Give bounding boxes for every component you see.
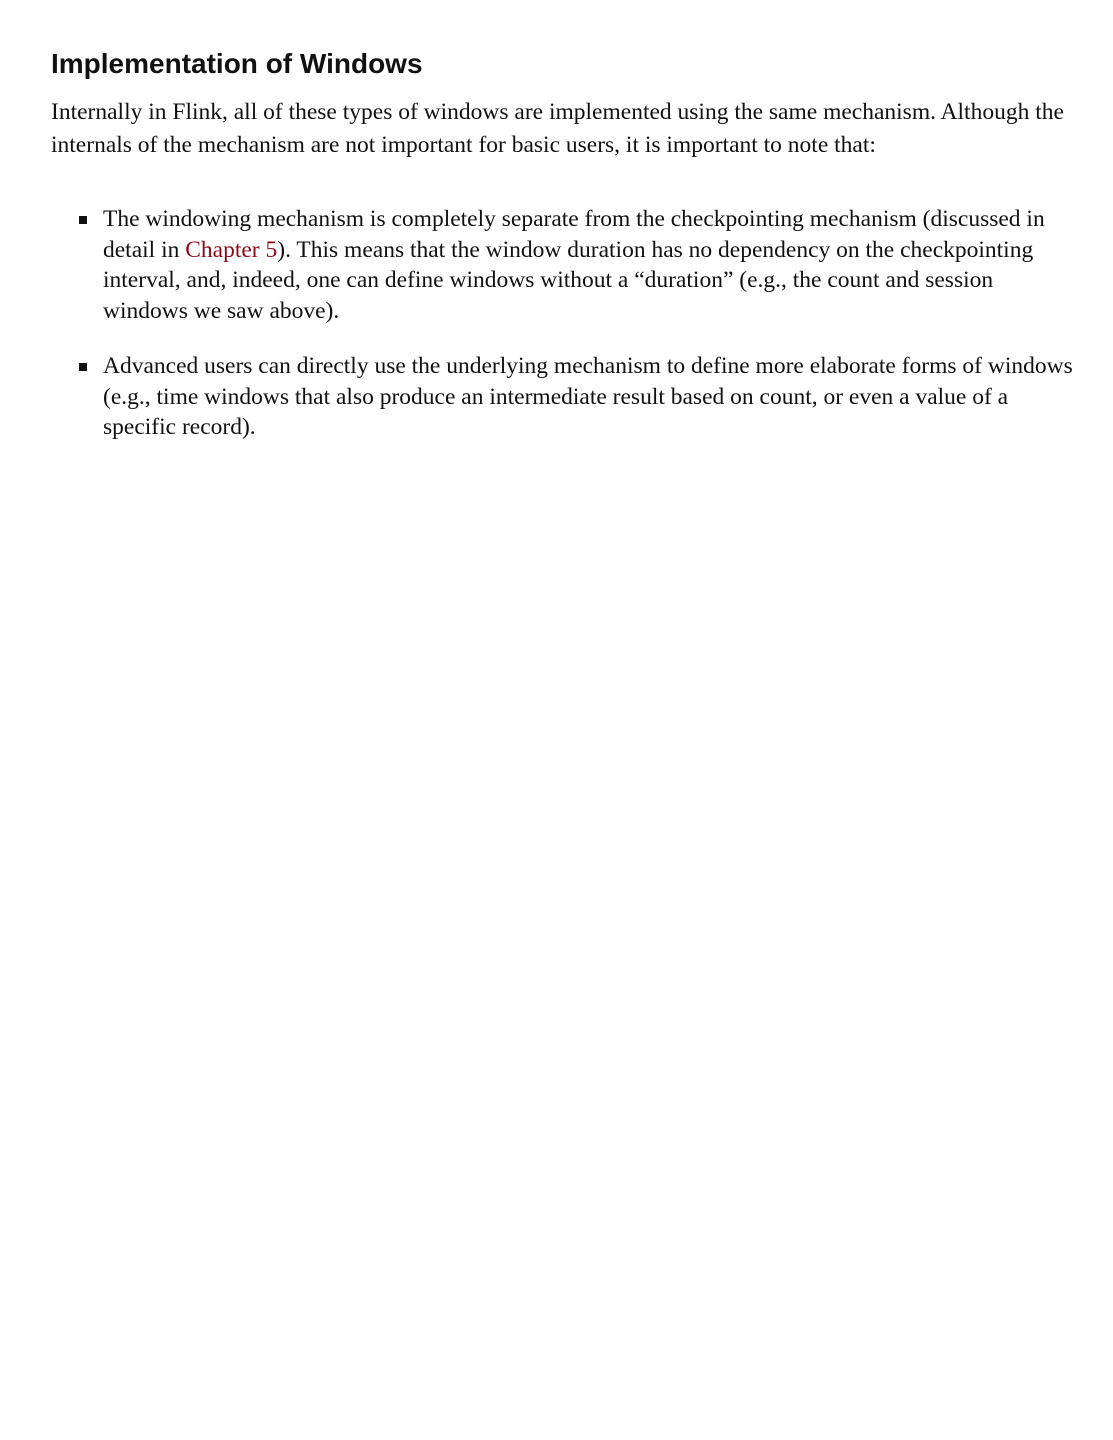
bullet-list (51, 204, 1081, 468)
list-item: The windowing mechanism is completely separate from the checkpointing mechanism (discussed in detail in Chapter 5). This means that the window duration has no dependency on the checkpointing interval, and, indeed, one can define windows without a “duration” (e.g., the count and session windows we saw above). (51, 204, 1081, 326)
list-item: Advanced users can directly use the underlying mechanism to define more elaborate forms of windows (e.g., time windows that also produce an intermediate result based on count, or even a value of a specific record). (51, 351, 1081, 443)
section-heading: Implementation of Windows (51, 48, 423, 79)
chapter-5-link[interactable]: Chapter 5 (185, 236, 278, 263)
intro-paragraph: Internally in Flink, all of these types of windows are implemented using the same mechanism. Although the internals of the mechanism are not important for basic users, it is important to note that: (51, 99, 1064, 158)
bullet-square-icon (79, 216, 87, 224)
bullet-square-icon (79, 363, 87, 371)
